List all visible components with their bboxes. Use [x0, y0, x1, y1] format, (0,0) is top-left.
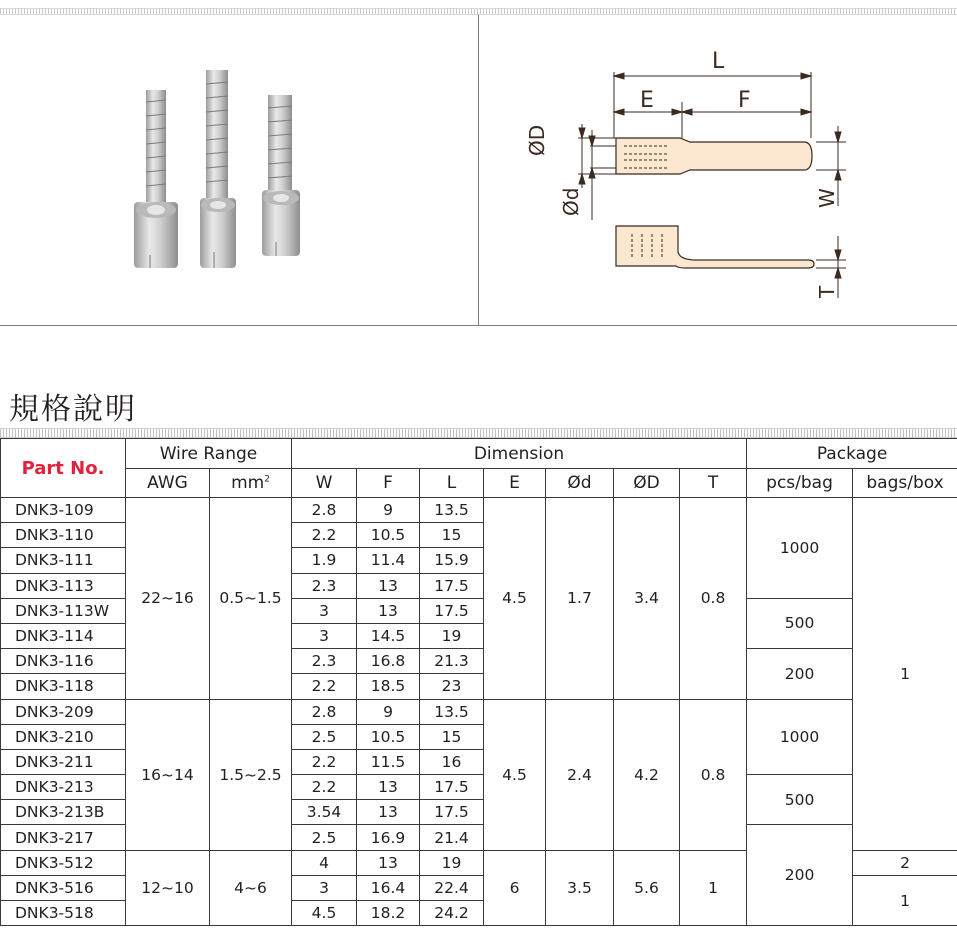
header-l: L	[420, 469, 484, 498]
label-Od: Ød	[559, 187, 583, 216]
part-number: DNK3-116	[1, 649, 126, 674]
f-value: 10.5	[357, 724, 420, 749]
label-OD: ØD	[525, 124, 549, 156]
f-value: 11.5	[357, 749, 420, 774]
f-value: 11.4	[357, 548, 420, 573]
section-title: 規格說明	[9, 392, 137, 427]
d-small-value: 3.5	[546, 850, 614, 926]
header-e: E	[484, 469, 546, 498]
bags-box-value: 2	[853, 850, 957, 875]
f-value: 10.5	[357, 523, 420, 548]
terminal-left	[134, 90, 178, 268]
part-number: DNK3-210	[1, 724, 126, 749]
figure-separator	[478, 15, 479, 325]
dimension-drawing	[500, 30, 860, 310]
part-number: DNK3-113W	[1, 598, 126, 623]
l-value: 17.5	[420, 800, 484, 825]
l-value: 19	[420, 623, 484, 648]
part-number: DNK3-110	[1, 523, 126, 548]
w-value: 2.8	[292, 699, 357, 724]
header-f: F	[357, 469, 420, 498]
terminal-middle	[200, 70, 236, 268]
l-value: 15.9	[420, 548, 484, 573]
w-value: 4.5	[292, 901, 357, 926]
header-dimension: Dimension	[292, 439, 747, 469]
side-view-terminal	[616, 226, 814, 268]
d-small-value: 1.7	[546, 498, 614, 700]
w-value: 2.5	[292, 825, 357, 850]
t-value: 1	[680, 850, 747, 926]
d-big-value: 4.2	[614, 699, 680, 850]
pcs-bag-value: 500	[747, 775, 853, 825]
d-big-value: 3.4	[614, 498, 680, 700]
f-value: 13	[357, 598, 420, 623]
awg-value: 22~16	[126, 498, 210, 700]
w-value: 3	[292, 623, 357, 648]
e-value: 6	[484, 850, 546, 926]
w-value: 2.8	[292, 498, 357, 523]
part-number: DNK3-512	[1, 850, 126, 875]
l-value: 15	[420, 724, 484, 749]
l-value: 23	[420, 674, 484, 699]
mm2-value: 0.5~1.5	[210, 498, 292, 700]
top-pattern-band	[0, 8, 957, 15]
e-value: 4.5	[484, 699, 546, 850]
awg-value: 12~10	[126, 850, 210, 926]
part-number: DNK3-209	[1, 699, 126, 724]
w-value: 2.2	[292, 674, 357, 699]
part-number: DNK3-211	[1, 749, 126, 774]
f-value: 16.9	[357, 825, 420, 850]
bags-box-value: 1	[853, 875, 957, 925]
mm2-value: 1.5~2.5	[210, 699, 292, 850]
l-value: 15	[420, 523, 484, 548]
l-value: 21.4	[420, 825, 484, 850]
f-value: 9	[357, 699, 420, 724]
header-bags-box: bags/box	[853, 469, 957, 498]
l-value: 13.5	[420, 498, 484, 523]
w-value: 1.9	[292, 548, 357, 573]
w-value: 3	[292, 598, 357, 623]
f-value: 9	[357, 498, 420, 523]
terminal-right	[262, 95, 300, 256]
d-big-value: 5.6	[614, 850, 680, 926]
product-photo	[120, 60, 320, 280]
header-awg: AWG	[126, 469, 210, 498]
l-value: 21.3	[420, 649, 484, 674]
label-E: E	[640, 88, 654, 113]
spec-table	[0, 438, 957, 926]
pcs-bag-value: 200	[747, 649, 853, 699]
part-number: DNK3-114	[1, 623, 126, 648]
header-t: T	[680, 469, 747, 498]
l-value: 24.2	[420, 901, 484, 926]
l-value: 19	[420, 850, 484, 875]
l-value: 17.5	[420, 775, 484, 800]
label-W: W	[815, 188, 839, 208]
f-value: 16.4	[357, 875, 420, 900]
label-T: T	[815, 285, 839, 298]
part-number: DNK3-217	[1, 825, 126, 850]
f-value: 16.8	[357, 649, 420, 674]
l-value: 13.5	[420, 699, 484, 724]
header-d-small: Ød	[546, 469, 614, 498]
w-value: 2.3	[292, 649, 357, 674]
w-value: 2.3	[292, 573, 357, 598]
f-value: 13	[357, 850, 420, 875]
pcs-bag-value: 500	[747, 598, 853, 648]
section-pattern-band	[0, 428, 957, 438]
bags-box-value: 1	[853, 498, 957, 851]
d-small-value: 2.4	[546, 699, 614, 850]
mm2-value: 4~6	[210, 850, 292, 926]
label-F: F	[738, 88, 751, 113]
header-wire-range: Wire Range	[126, 439, 292, 469]
part-number: DNK3-516	[1, 875, 126, 900]
awg-value: 16~14	[126, 699, 210, 850]
part-number: DNK3-111	[1, 548, 126, 573]
f-value: 14.5	[357, 623, 420, 648]
part-number: DNK3-518	[1, 901, 126, 926]
label-L: L	[712, 49, 725, 74]
header-w: W	[292, 469, 357, 498]
w-value: 2.2	[292, 523, 357, 548]
w-value: 2.2	[292, 749, 357, 774]
header-mm2: $mm^2$	[210, 469, 292, 498]
w-value: 3	[292, 875, 357, 900]
w-value: 2.5	[292, 724, 357, 749]
header-package: Package	[747, 439, 957, 469]
f-value: 13	[357, 800, 420, 825]
e-value: 4.5	[484, 498, 546, 700]
w-value: 4	[292, 850, 357, 875]
l-value: 17.5	[420, 573, 484, 598]
f-value: 18.5	[357, 674, 420, 699]
l-value: 16	[420, 749, 484, 774]
w-value: 3.54	[292, 800, 357, 825]
l-value: 17.5	[420, 598, 484, 623]
t-value: 0.8	[680, 699, 747, 850]
w-value: 2.2	[292, 775, 357, 800]
top-view-terminal	[616, 138, 812, 174]
part-number: DNK3-113	[1, 573, 126, 598]
pcs-bag-value: 200	[747, 825, 853, 926]
l-value: 22.4	[420, 875, 484, 900]
part-number: DNK3-118	[1, 674, 126, 699]
f-value: 18.2	[357, 901, 420, 926]
header-part-no: Part No.	[1, 439, 126, 498]
f-value: 13	[357, 573, 420, 598]
header-d-big: ØD	[614, 469, 680, 498]
header-pcs-bag: pcs/bag	[747, 469, 853, 498]
pcs-bag-value: 1000	[747, 699, 853, 775]
part-number: DNK3-213	[1, 775, 126, 800]
f-value: 13	[357, 775, 420, 800]
t-value: 0.8	[680, 498, 747, 700]
part-number: DNK3-109	[1, 498, 126, 523]
figure-bottom-rule	[0, 325, 957, 326]
part-number: DNK3-213B	[1, 800, 126, 825]
pcs-bag-value: 1000	[747, 498, 853, 599]
